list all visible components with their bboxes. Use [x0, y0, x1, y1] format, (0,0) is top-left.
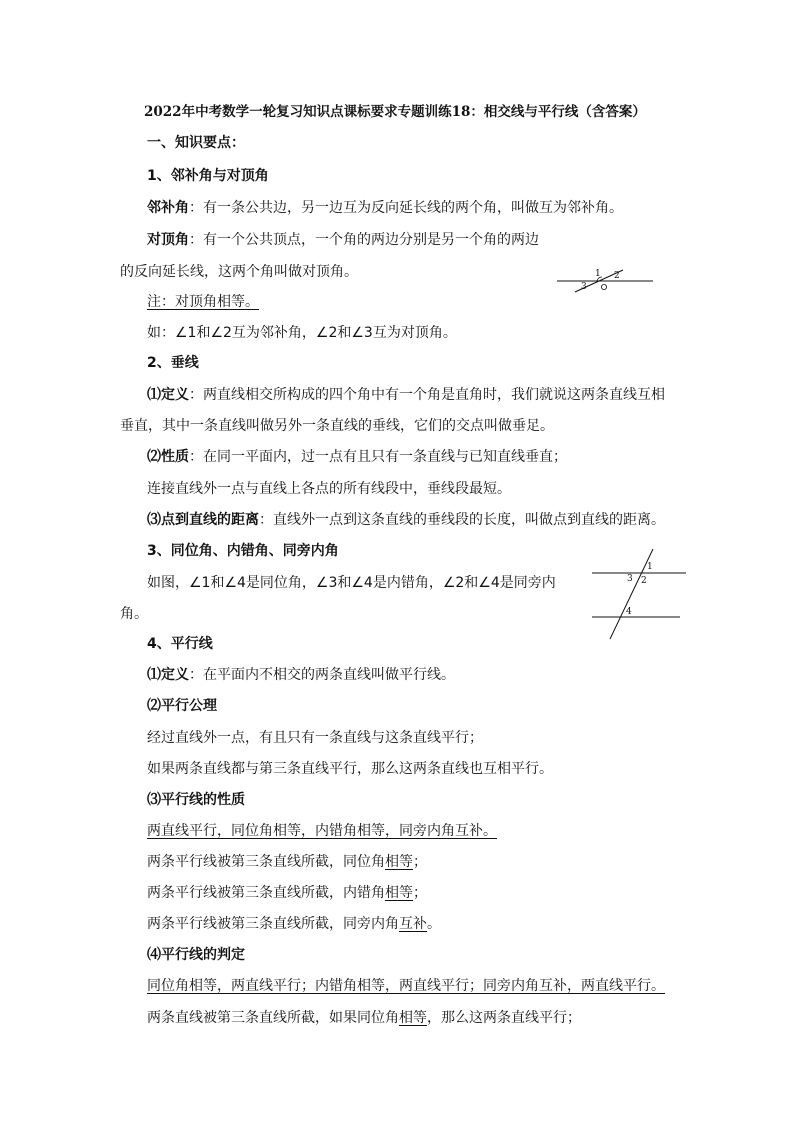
parallel-criteria-summary: 同位角相等，两直线平行；内错角相等，两直线平行；同旁内角互补，两直线平行。 — [147, 978, 665, 994]
property-1-text: 两条平行线被第三条直线所截，同位角 — [147, 854, 385, 870]
figure2-label-2: 2 — [641, 576, 647, 586]
parallel-property-2 — [147, 884, 427, 902]
distance-def-text: ：直线外一点到这条直线的垂线段的长度，叫做点到直线的距离。 — [259, 512, 665, 528]
example-angles: 如：∠1和∠2互为邻补角，∠2和∠3互为对顶角。 — [147, 325, 457, 341]
note-vertical-angles-equal: 注：对顶角相等。 — [147, 294, 259, 310]
adjacent-angle-definition — [147, 199, 623, 217]
term-adjacent-supplementary: 邻补角 — [147, 200, 189, 216]
perpendicular-shortest: 连接直线外一点与直线上各点的所有线段中，垂线段最短。 — [147, 481, 511, 497]
figure1-label-1: 1 — [595, 269, 601, 279]
perpendicular-definition — [147, 386, 665, 404]
vertical-angle-definition — [147, 231, 539, 249]
term-point-line-distance: ⑶点到直线的距离 — [147, 512, 259, 528]
adjacent-def-text: ：有一条公共边，另一边互为反向延长线的两个角，叫做互为邻补角。 — [189, 200, 623, 216]
figure-intersecting-lines — [553, 264, 665, 296]
parallel-axiom-2: 如果两条直线都与第三条直线平行，那么这两条直线也互相平行。 — [147, 761, 553, 777]
property-2-keyword: 相等 — [385, 885, 413, 901]
parallel-axiom-1: 经过直线外一点，有且只有一条直线与这条直线平行； — [147, 730, 483, 746]
perp-def-text: ：两直线相交所构成的四个角中有一个角是直角时，我们就说这两条直线互相 — [189, 387, 665, 403]
heading-perpendicular: 2、垂线 — [147, 355, 199, 371]
figure2-label-1: 1 — [647, 562, 653, 572]
figure-parallel-lines-transversal — [588, 547, 688, 642]
document-title: 2022年中考数学一轮复习知识点课标要求专题训练18：相交线与平行线（含答案） — [144, 104, 646, 120]
perpendicular-definition-cont: 垂直，其中一条直线叫做另外一条直线的垂线，它们的交点叫做垂足。 — [120, 418, 554, 434]
vertical-angle-definition-cont: 的反向延长线，这两个角叫做对顶角。 — [120, 264, 358, 280]
heading-parallel-axiom: ⑵平行公理 — [147, 698, 217, 714]
heading-adjacent-vertical-angles: 1、邻补角与对顶角 — [147, 168, 269, 184]
heading-angle-types: 3、同位角、内错角、同旁内角 — [147, 543, 339, 559]
property-3-punct: 。 — [427, 916, 441, 932]
term-parallel-definition: ⑴定义 — [147, 667, 189, 683]
term-vertical-angles: 对顶角 — [147, 232, 189, 248]
angle-types-example-cont: 角。 — [120, 606, 148, 622]
parallel-def-text: ：在平面内不相交的两条直线叫做平行线。 — [189, 667, 455, 683]
criterion-1-tail: ，那么这两条直线平行； — [427, 1010, 581, 1026]
term-definition: ⑴定义 — [147, 387, 189, 403]
parallel-definition — [147, 666, 455, 684]
perpendicular-property — [147, 448, 567, 466]
heading-parallel-properties: ⑶平行线的性质 — [147, 792, 245, 808]
property-3-text: 两条平行线被第三条直线所截，同旁内角 — [147, 916, 399, 932]
figure1-label-3: 3 — [581, 282, 587, 292]
parallel-property-3 — [147, 915, 441, 933]
property-2-text: 两条平行线被第三条直线所截，内错角 — [147, 885, 385, 901]
property-1-punct: ； — [413, 854, 427, 870]
criterion-1-keyword: 相等 — [399, 1010, 427, 1026]
parallel-properties-summary: 两直线平行，同位角相等，内错角相等，同旁内角互补。 — [147, 823, 497, 839]
figure1-vertex-marker — [601, 284, 606, 289]
property-3-keyword: 互补 — [399, 916, 427, 932]
criterion-1-text: 两条直线被第三条直线所截，如果同位角 — [147, 1010, 399, 1026]
property-1-keyword: 相等 — [385, 854, 413, 870]
perp-prop-text: ：在同一平面内，过一点有且只有一条直线与已知直线垂直； — [189, 449, 567, 465]
parallel-property-1 — [147, 853, 427, 871]
heading-parallel-lines: 4、平行线 — [147, 636, 213, 652]
angle-types-example: 如图，∠1和∠4是同位角，∠3和∠4是内错角，∠2和∠4是同旁内 — [147, 575, 556, 591]
figure2-label-4: 4 — [626, 607, 632, 617]
parallel-criterion-1 — [147, 1009, 581, 1027]
point-line-distance — [147, 511, 665, 529]
section-heading-knowledge-points: 一、知识要点： — [147, 135, 245, 151]
heading-parallel-criteria: ⑷平行线的判定 — [147, 947, 245, 963]
figure1-label-2: 2 — [614, 271, 620, 281]
vertical-def-text: ：有一个公共顶点，一个角的两边分别是另一个角的两边 — [189, 232, 539, 248]
term-property: ⑵性质 — [147, 449, 189, 465]
figure2-label-3: 3 — [627, 574, 633, 584]
property-2-punct: ； — [413, 885, 427, 901]
